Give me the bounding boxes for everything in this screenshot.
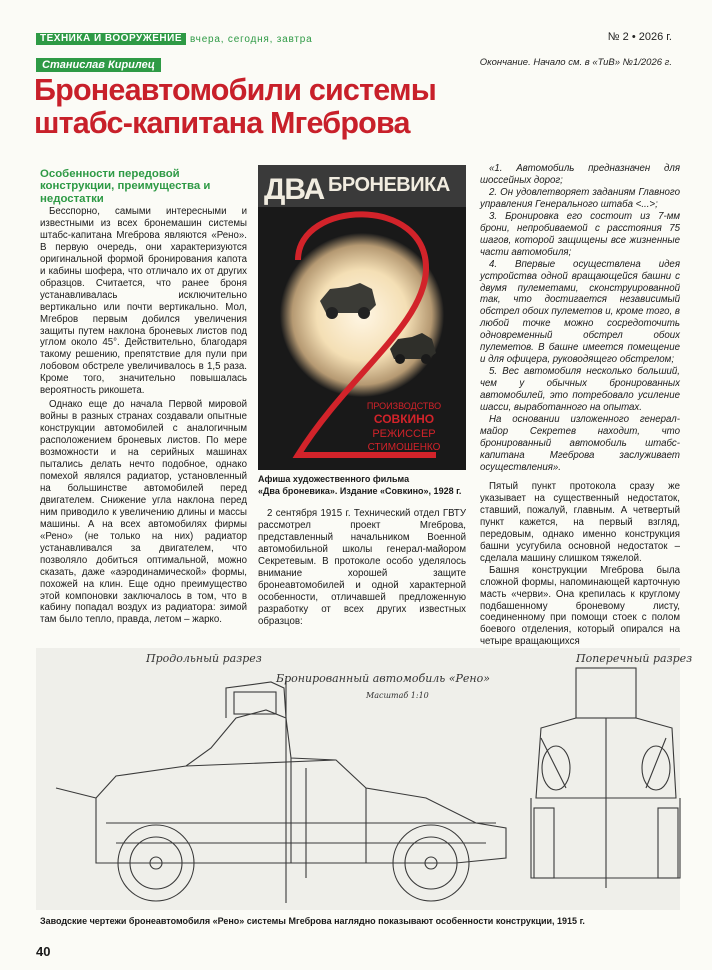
subheading: Особенности передовой конструкции, преимущества и недостатки [40, 168, 211, 205]
factory-drawing [36, 648, 693, 910]
quote-item: «1. Автомобиль предназначен для шоссейных дорог; [480, 163, 680, 186]
drawing-caption: Заводские чертежи бронеавтомобиля «Рено» системы Мгеброва наглядно показывают особенности конструкции, 1915 г. [40, 916, 585, 926]
continuation-note: Окончание. Начало см. в «ТиВ» №1/2026 г. [479, 57, 672, 68]
film-poster [258, 165, 466, 470]
section-rubric [36, 33, 313, 45]
title-line-1: Бронеавтомобили системы [34, 73, 437, 107]
column-1 [40, 206, 247, 626]
quote-item: На основании изложенного генерал-майор Секретев находит, что бронированный автомобиль штабс-капитана Мгеброва заслуживает осуществления». [480, 414, 680, 473]
poster-caption [258, 473, 470, 497]
poster-studio: СОВКИНО [373, 412, 435, 426]
poster-title-big: БРОНЕВИКА [328, 174, 450, 196]
paragraph: 2 сентября 1915 г. Технический отдел ГВТУ рассмотрел проект Мгеброва, представленный начальником Военной автомобильной школы генерал-майором Секретевым. В протоколе особо уделялось внимание хорошей защите бронеавтомобилей и одной характерной особенности, отличавшей предложенную разработку от всех других известных образцов: [258, 508, 466, 627]
poster-director-label: РЕЖИССЕР [372, 428, 436, 440]
column-2 [258, 508, 466, 628]
poster-director: СТИМОШЕНКО [367, 442, 441, 453]
drawing-label-side: Продольный разрез [146, 652, 262, 665]
poster-caption-line-1: Афиша художественного фильма [258, 474, 410, 484]
quote-item: 4. Впервые осуществлена идея устройства одной вращающейся башни с двумя пулеметами, сконструированной так, что достигается независимый обстрел обоих пулеметов и, кроме того, в любой точке можно сосредоточить одновременный обстрел обоих пулеметов. В башне имеется помещение и для офицера, руководящего обстрелом; [480, 258, 680, 366]
quote-item: 3. Бронировка его состоит из 7-мм брони, непробиваемой с расстояния 75 шагов, которой защищены все жизненные части автомобиля; [480, 210, 680, 258]
column-4 [480, 481, 680, 648]
poster-caption-line-2: «Два броневика». Издание «Совкино», 1928 г. [258, 486, 462, 496]
quote-item: 2. Он удовлетворяет заданиям Главного управления Генерального штаба <...>; [480, 186, 680, 210]
poster-art [258, 165, 466, 470]
rubric-tag: ТЕХНИКА И ВООРУЖЕНИЕ [36, 33, 186, 45]
drawing-label-scale: Масштаб 1:10 [366, 691, 429, 700]
drawing-label-cross: Поперечный разрез [576, 652, 693, 665]
page-number: 40 [36, 944, 51, 959]
paragraph: Башня конструкции Мгеброва была сложной формы, напоминающей карточную масть «черви». Она крепилась к круглому подбашенному броневому листу, соединенному при помощи стоек с полом боевого отделения, который опирался на четыре вращающихся [480, 564, 680, 648]
poster-title-small: ДВА [264, 173, 325, 206]
drawing-art [36, 648, 693, 910]
column-3-quote [480, 163, 680, 474]
poster-production: ПРОИЗВОДСТВО [366, 401, 442, 411]
paragraph: Бесспорно, самыми интересными и известными из всех бронемашин системы штабс-капитана Мгеброва являются «Рено». В первую очередь, они характеризуются оригинальной формой бронирования капота и кабины шофера, что отличало их от других образцов. Считается, что ранее броня устанавливалась исключительно вертикально или почти вертикально. Мол, Мгебров первым добился увеличения защиты путем наклона броневых листов под углом около 45°. Действительно, благодаря такому решению, препятствие для пули при лобовом обстреле увеличивалось в 1,5 раза. Кроме того, значительно повышалась вероятность рикошета. [40, 206, 247, 397]
rubric-subtitle: вчера, сегодня, завтра [190, 33, 313, 45]
article-title [34, 74, 504, 140]
author-name: Станислав Кирилец [36, 58, 161, 72]
drawing-label-title: Бронированный автомобиль «Рено» [276, 672, 491, 685]
title-line-2: штабс-капитана Мгеброва [34, 106, 410, 140]
paragraph: Однако еще до начала Первой мировой войны в разных странах создавали опытные конструкции автомобилей с аналогичным расположением броневых листов. По мере возможности и на серийных машинах пытались делать нечто подобное, однако помехой являлся радиатор, установленный на большинстве автомобилей перед двигателем. Снижение угла наклона перед ним приводило к увеличению длины и массы машины. А на всех автомобилях фирмы «Рено» (не только на них) радиатор устанавливался за двигателем, что позволяло добиться оптимальной, можно сказать, даже «аэродинамической» формы, похожей на клин. Еще одно преимущество этой компоновки заключалось в том, что в кабину попадал воздух из радиатора: зимой там было тепло, правда, летом – жарко. [40, 399, 247, 626]
paragraph: Пятый пункт протокола сразу же указывает на существенный недостаток, ставший, пожалуй, главным. А четвертый пункт кажется, на первый взгляд, передовым, однако именно конструкция башни усугубила основной недостаток – сделала машину слишком тяжелой. [480, 481, 680, 564]
quote-item: 5. Вес автомобиля несколько больший, чем у обычных бронированных автомобилей, это потребовало усиление шасси, выработанного на опытах. [480, 366, 680, 414]
issue-number: № 2 • 2026 г. [607, 31, 672, 43]
